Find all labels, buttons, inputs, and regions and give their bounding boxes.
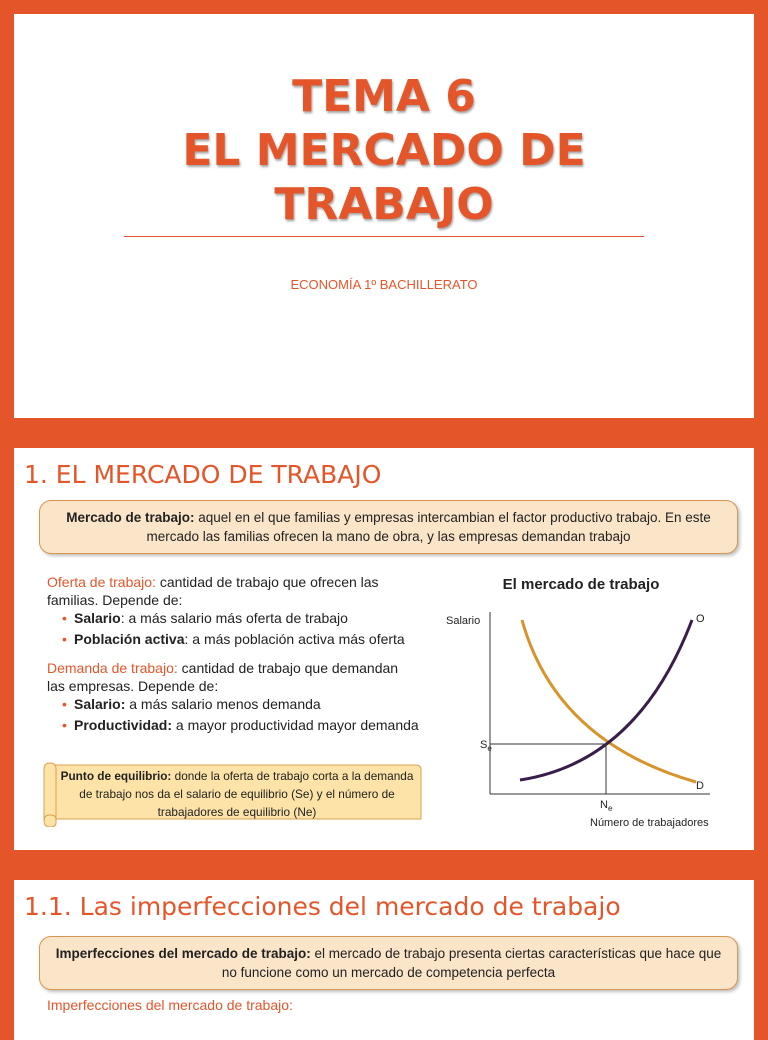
title-divider [124, 236, 644, 237]
list-item [47, 630, 419, 648]
bullet-text: a más salario menos demanda [125, 696, 321, 712]
list-item [47, 716, 419, 734]
bullet-text: : a más población activa más oferta [184, 631, 405, 647]
section-heading: 1. EL MERCADO DE TRABAJO [24, 460, 382, 489]
title-line: TRABAJO [274, 179, 494, 230]
demanda-term: Demanda de trabajo: [47, 660, 178, 676]
bullet-icon: • [62, 717, 67, 733]
demand-curve [522, 620, 696, 782]
demand-label: D [696, 780, 704, 792]
demanda-text: cantidad de trabajo que demandan las empresas. Depende de: [47, 660, 399, 694]
labor-market-chart [438, 572, 724, 834]
bullet-text: : a más salario más oferta de trabajo [120, 610, 348, 626]
x-axis-label: Número de trabajadores [590, 817, 709, 829]
list-item [47, 609, 419, 627]
equilibrium-wage-label: $S_e$ [480, 739, 492, 753]
mercado-slide [14, 448, 754, 850]
oferta-term: Oferta de trabajo: [47, 574, 156, 590]
title-line: TEMA 6 [292, 71, 476, 122]
bullet-term: Salario: [74, 696, 126, 712]
equilibrium-term: Punto de equilibrio: [60, 769, 172, 783]
equilibrium-desc: donde la oferta de trabajo corta a la demanda de trabajo nos da el salario de equilibrio (Se) y el número de trabajadores de equilibrio (Ne) [79, 769, 414, 819]
definition-term: Imperfecciones del mercado de trabajo: [55, 946, 311, 961]
definition-term: Mercado de trabajo: [66, 510, 195, 525]
title-line: EL MERCADO DE [182, 125, 586, 176]
subheading: Imperfecciones del mercado de trabajo: [47, 997, 293, 1013]
slide-title [14, 70, 754, 232]
equilibrium-quantity-label: $N_e$ [600, 799, 613, 813]
bullet-term: Productividad: [74, 717, 173, 733]
definition-text: el mercado de trabajo presenta ciertas características que hace que no funcione como un mercado de competencia perfecta [221, 946, 722, 980]
bullet-text: a mayor productividad mayor demanda [172, 717, 419, 733]
supply-label: O [696, 613, 705, 625]
oferta-block [47, 573, 419, 648]
chart-title: El mercado de trabajo [502, 576, 660, 593]
y-axis-label: Salario [446, 615, 481, 627]
bullet-term: Población activa [74, 631, 185, 647]
equilibrium-scroll [38, 761, 423, 827]
equilibrium-text [58, 767, 416, 821]
definition-box [39, 500, 738, 554]
section-heading: 1.1. Las imperfecciones del mercado de trabajo [24, 892, 621, 921]
bullet-icon: • [62, 696, 67, 712]
bullet-icon: • [62, 610, 67, 626]
title-slide [14, 14, 754, 418]
oferta-text: cantidad de trabajo que ofrecen las familias. Depende de: [47, 574, 379, 608]
imperfecciones-slide [14, 880, 754, 1040]
demanda-block [47, 659, 419, 734]
bullet-icon: • [62, 631, 67, 647]
list-item [47, 695, 419, 713]
definition-text: aquel en el que familias y empresas intercambian el factor productivo trabajo. En este mercado las familias ofrecen la mano de obra, y las empresas demandan trabajo [146, 510, 711, 544]
definition-box [39, 936, 738, 990]
bullet-term: Salario [74, 610, 121, 626]
slide-subtitle: ECONOMÍA 1º BACHILLERATO [290, 277, 478, 292]
